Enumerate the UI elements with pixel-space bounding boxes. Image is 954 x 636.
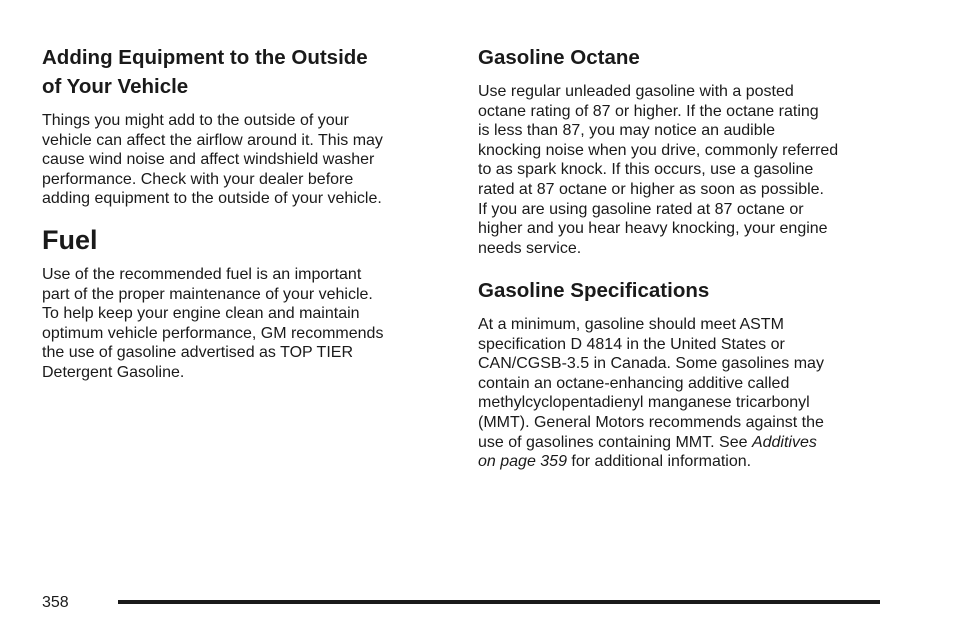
text-line: octane rating of 87 or higher. If the octane rating	[478, 102, 819, 120]
text-line: contain an octane-enhancing additive called	[478, 374, 790, 392]
text-line: rated at 87 octane or higher as soon as possible.	[478, 180, 824, 198]
text-line: (MMT). General Motors recommends against the	[478, 413, 824, 431]
text-line: Use regular unleaded gasoline with a posted	[478, 83, 794, 100]
text-line	[478, 452, 824, 472]
text-line: performance. Check with your dealer before	[42, 170, 354, 188]
page-number: 358	[42, 594, 69, 611]
text-line: Things you might add to the outside of your	[42, 112, 349, 129]
text-line: vehicle can affect the airflow around it. This may	[42, 131, 383, 149]
text-segment: use of gasolines containing MMT. See	[478, 433, 752, 451]
section-heading-fuel: Fuel	[42, 225, 98, 255]
additives-link-part2[interactable]: on page 359	[478, 453, 567, 471]
text-line: knocking noise when you drive, commonly referred	[478, 141, 839, 159]
fuel-paragraph	[42, 265, 383, 383]
text-line: adding equipment to the outside of your vehicle.	[42, 190, 382, 208]
text-line: If you are using gasoline rated at 87 octane or	[478, 200, 804, 218]
text-line: At a minimum, gasoline should meet ASTM	[478, 316, 784, 333]
text-line: optimum vehicle performance, GM recommends	[42, 324, 384, 342]
section-heading-adding-equipment	[42, 43, 368, 101]
text-line: methylcyclopentadienyl manganese tricarbonyl	[478, 394, 810, 412]
gasoline-octane-paragraph	[478, 82, 838, 258]
section-heading-gasoline-octane: Gasoline Octane	[478, 46, 640, 69]
text-line: needs service.	[478, 239, 582, 257]
footer-rule	[118, 600, 880, 604]
text-line: is less than 87, you may notice an audible	[478, 122, 776, 140]
text-line: To help keep your engine clean and maintain	[42, 305, 360, 323]
text-line	[478, 433, 824, 453]
text-line: specification D 4814 in the United States or	[478, 335, 785, 353]
heading-line: Adding Equipment to the Outside	[42, 46, 368, 69]
gasoline-specifications-paragraph	[478, 315, 824, 472]
additives-link-part1[interactable]: Additives	[751, 433, 817, 451]
section-heading-gasoline-specifications: Gasoline Specifications	[478, 279, 710, 302]
text-line: higher and you hear heavy knocking, your engine	[478, 220, 828, 238]
adding-equipment-paragraph	[42, 111, 383, 209]
text-line: CAN/CGSB-3.5 in Canada. Some gasolines may	[478, 355, 824, 373]
text-line: to as spark knock. If this occurs, use a gasoline	[478, 161, 814, 179]
heading-line: of Your Vehicle	[42, 75, 189, 98]
text-line: Use of the recommended fuel is an important	[42, 266, 362, 283]
text-segment: for additional information.	[566, 453, 752, 471]
text-line: part of the proper maintenance of your vehicle.	[42, 285, 373, 303]
text-line: cause wind noise and affect windshield washer	[42, 151, 375, 169]
text-line: the use of gasoline advertised as TOP TIER	[42, 344, 353, 362]
text-line: Detergent Gasoline.	[42, 363, 185, 381]
